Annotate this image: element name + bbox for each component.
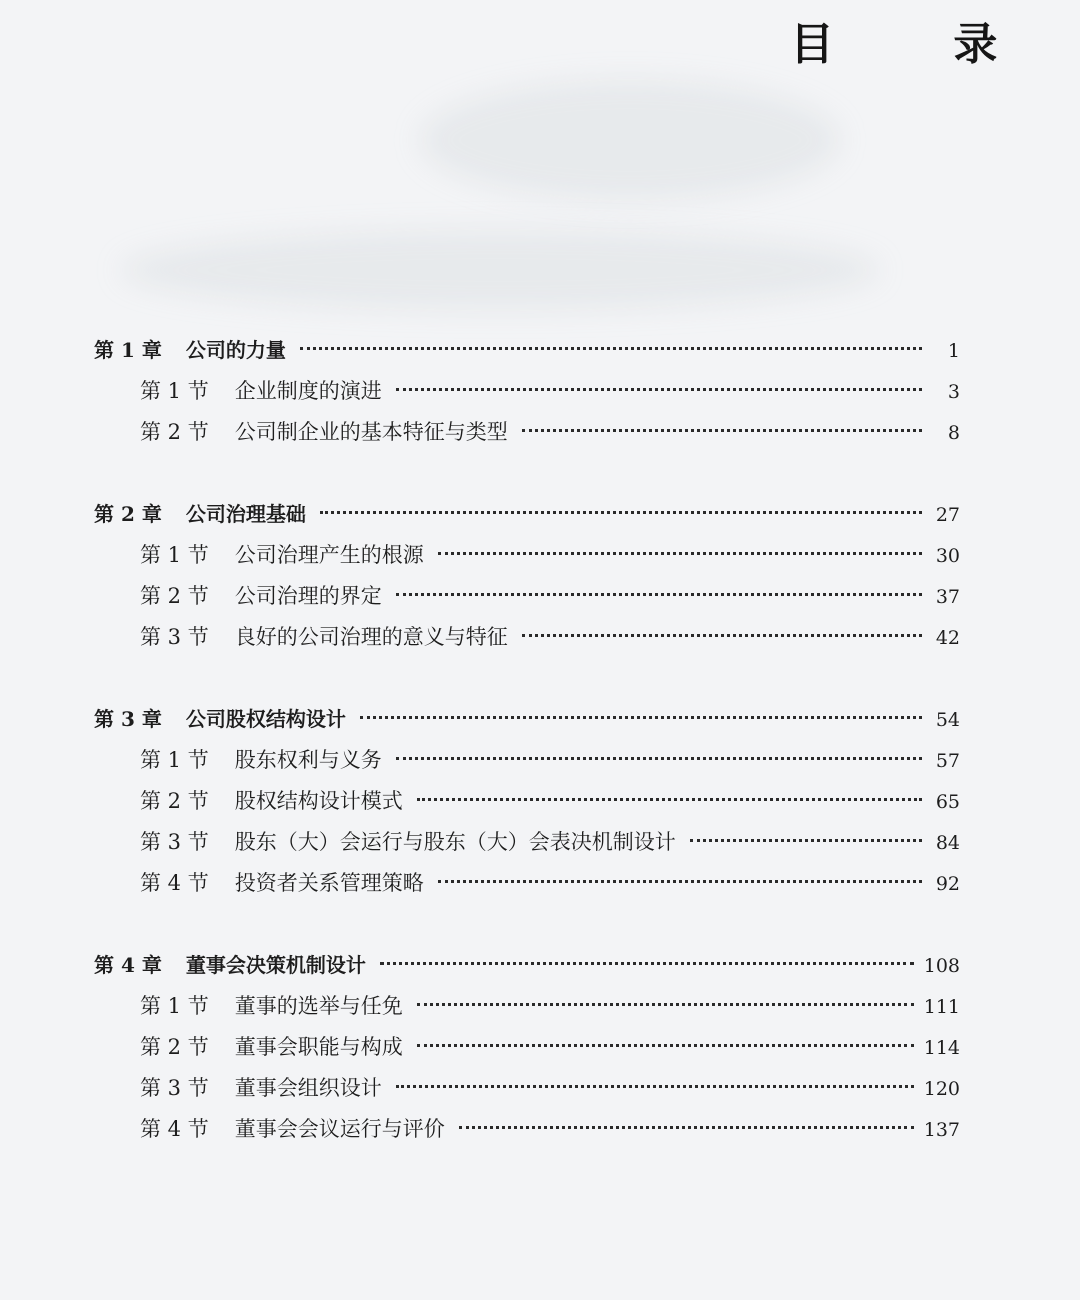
toc-section-entry[interactable] — [94, 781, 960, 822]
toc-section-entry[interactable] — [94, 1027, 960, 1068]
toc-section-entry-page-number: 114 — [923, 1037, 960, 1059]
page-title: 目 录 — [790, 19, 1050, 70]
toc-section-entry-label: 第 1 节 — [140, 748, 209, 772]
toc-chapter-entry-page-number: 54 — [935, 709, 960, 731]
toc-section-entry-page-number: 42 — [935, 627, 960, 649]
dot-leader — [417, 1044, 914, 1047]
toc-section-entry-page-number: 84 — [935, 832, 960, 854]
toc-section-entry-page-number: 30 — [935, 545, 960, 567]
toc-section-entry-title: 董事会职能与构成 — [234, 1035, 403, 1059]
toc-section-entry-page-number: 37 — [935, 586, 960, 608]
dot-leader — [320, 511, 922, 514]
toc-section-entry[interactable] — [94, 371, 960, 412]
toc-section-entry[interactable] — [94, 822, 960, 863]
toc-section-entry-title: 股东（大）会运行与股东（大）会表决机制设计 — [234, 830, 676, 854]
toc-section-entry-page-number: 120 — [923, 1078, 960, 1100]
toc-section-entry-title: 良好的公司治理的意义与特征 — [234, 625, 508, 649]
toc-section-entry-title: 公司制企业的基本特征与类型 — [234, 420, 508, 444]
toc-chapter-entry-page-number: 108 — [923, 955, 960, 977]
dot-leader — [396, 757, 922, 760]
toc-chapter-entry[interactable] — [94, 494, 960, 535]
chapter-block — [94, 494, 960, 658]
toc-section-entry-page-number: 111 — [923, 996, 960, 1018]
toc-section-entry-page-number: 8 — [947, 422, 960, 444]
dot-leader — [417, 1003, 914, 1006]
toc-chapter-entry-page-number: 27 — [935, 504, 960, 526]
toc-section-entry-page-number: 57 — [935, 750, 960, 772]
toc-section-entry[interactable] — [94, 535, 960, 576]
toc-section-entry-title: 股东权利与义务 — [234, 748, 382, 772]
toc-chapter-entry-label: 第 3 章 — [94, 707, 162, 731]
toc-chapter-entry-label: 第 1 章 — [94, 338, 162, 362]
dot-leader — [396, 388, 922, 391]
chapter-block — [94, 330, 960, 453]
toc-section-entry-label: 第 3 节 — [140, 1076, 209, 1100]
toc-section-entry-page-number: 137 — [923, 1119, 960, 1141]
dot-leader — [459, 1126, 914, 1129]
dot-leader — [360, 716, 922, 719]
dot-leader — [300, 347, 922, 350]
table-of-contents — [94, 330, 960, 1191]
toc-section-entry-title: 投资者关系管理策略 — [234, 871, 424, 895]
dot-leader — [417, 798, 922, 801]
dot-leader — [522, 634, 922, 637]
toc-chapter-entry-label: 第 2 章 — [94, 502, 162, 526]
toc-section-entry-label: 第 2 节 — [140, 584, 209, 608]
dot-leader — [438, 880, 922, 883]
toc-section-entry-page-number: 92 — [935, 873, 960, 895]
toc-chapter-entry-title: 公司的力量 — [185, 338, 286, 362]
toc-chapter-entry-page-number: 1 — [947, 340, 960, 362]
toc-chapter-entry-label: 第 4 章 — [94, 953, 162, 977]
toc-section-entry-title: 企业制度的演进 — [234, 379, 382, 403]
dot-leader — [396, 1085, 914, 1088]
toc-section-entry-label: 第 3 节 — [140, 625, 209, 649]
toc-section-entry-title: 董事会会议运行与评价 — [234, 1117, 445, 1141]
dot-leader — [396, 593, 922, 596]
toc-section-entry-title: 公司治理产生的根源 — [234, 543, 424, 567]
dot-leader — [522, 429, 922, 432]
toc-section-entry-title: 董事会组织设计 — [234, 1076, 382, 1100]
toc-chapter-entry-title: 董事会决策机制设计 — [185, 953, 366, 977]
toc-section-entry-title: 公司治理的界定 — [234, 584, 382, 608]
toc-chapter-entry[interactable] — [94, 699, 960, 740]
chapter-block — [94, 699, 960, 904]
toc-section-entry-label: 第 3 节 — [140, 830, 209, 854]
chapter-block — [94, 945, 960, 1150]
toc-chapter-entry[interactable] — [94, 945, 960, 986]
toc-section-entry[interactable] — [94, 986, 960, 1027]
background-smudge — [420, 80, 840, 200]
toc-section-entry[interactable] — [94, 863, 960, 904]
toc-section-entry-label: 第 1 节 — [140, 379, 209, 403]
toc-chapter-entry[interactable] — [94, 330, 960, 371]
toc-section-entry[interactable] — [94, 1068, 960, 1109]
toc-section-entry-label: 第 2 节 — [140, 789, 209, 813]
toc-section-entry-page-number: 65 — [935, 791, 960, 813]
dot-leader — [690, 839, 922, 842]
toc-section-entry[interactable] — [94, 412, 960, 453]
toc-section-entry-label: 第 1 节 — [140, 543, 209, 567]
toc-section-entry-label: 第 2 节 — [140, 420, 209, 444]
background-smudge — [120, 230, 880, 310]
toc-section-entry-title: 董事的选举与任免 — [234, 994, 403, 1018]
toc-section-entry-label: 第 2 节 — [140, 1035, 209, 1059]
toc-section-entry-label: 第 4 节 — [140, 1117, 209, 1141]
toc-section-entry[interactable] — [94, 576, 960, 617]
dot-leader — [380, 962, 914, 965]
toc-chapter-entry-title: 公司股权结构设计 — [185, 707, 346, 731]
toc-section-entry[interactable] — [94, 1109, 960, 1150]
toc-section-entry-title: 股权结构设计模式 — [234, 789, 403, 813]
toc-section-entry-label: 第 4 节 — [140, 871, 209, 895]
toc-chapter-entry-title: 公司治理基础 — [185, 502, 306, 526]
toc-section-entry[interactable] — [94, 740, 960, 781]
dot-leader — [438, 552, 922, 555]
toc-section-entry[interactable] — [94, 617, 960, 658]
toc-section-entry-label: 第 1 节 — [140, 994, 209, 1018]
toc-section-entry-page-number: 3 — [947, 381, 960, 403]
